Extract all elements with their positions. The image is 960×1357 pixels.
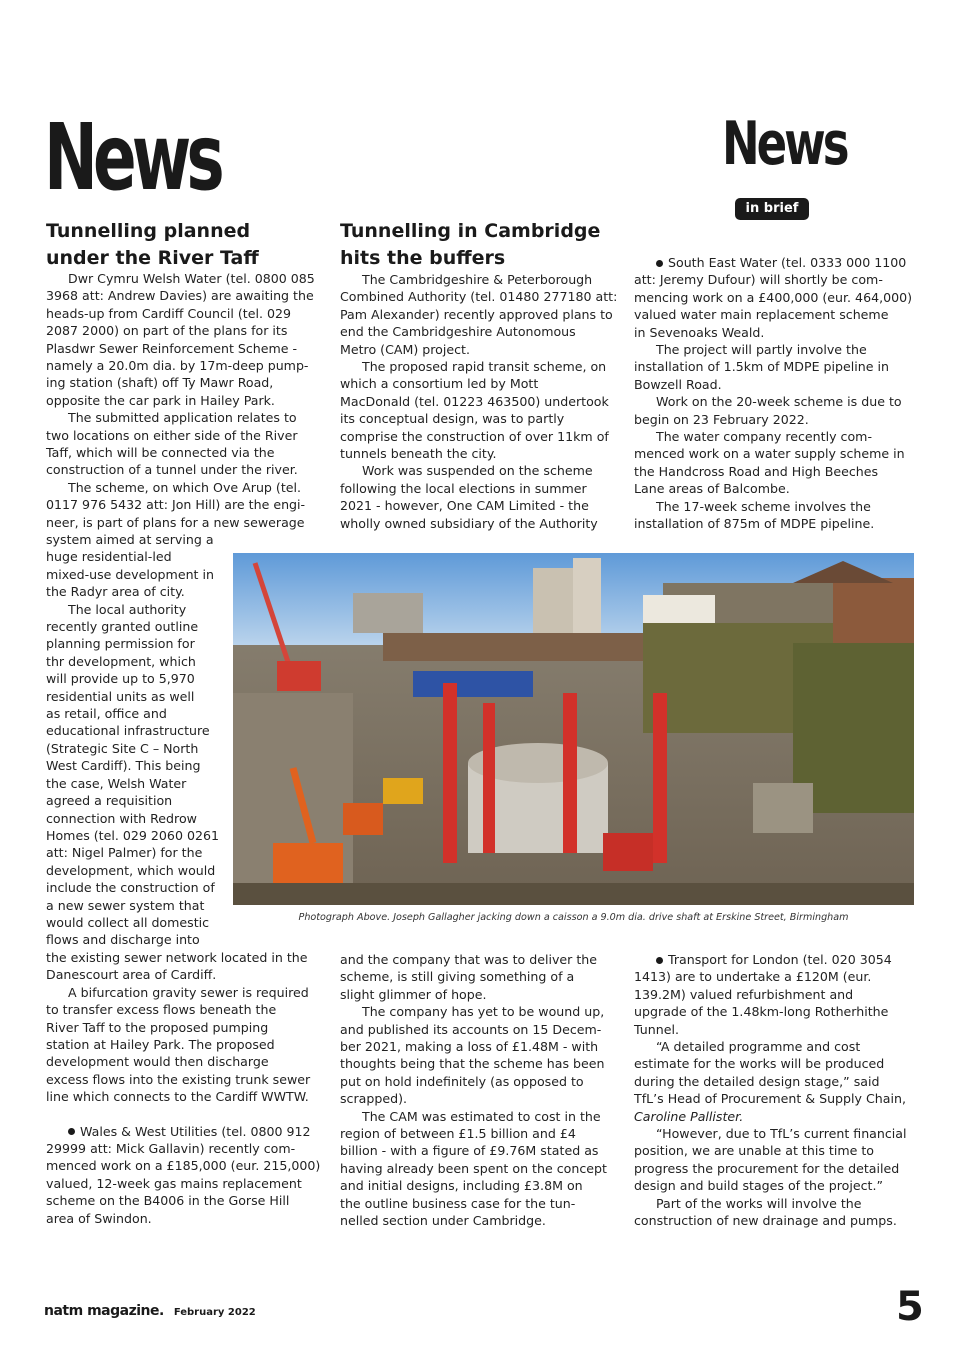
text-line: The water company recently com- [656,429,872,445]
article2-headline-line1: Tunnelling in Cambridge [340,220,601,242]
text-line: att: Jeremy Dufour) will shortly be com- [634,272,883,288]
text-line: Taff, which will be connected via the [46,445,275,461]
text-line: agreed a requisition [46,793,173,809]
text-line: West Cardiff). This being [46,758,201,774]
text-line: residential units as well [46,688,195,704]
text-line: att: Nigel Palmer) for the [46,845,203,861]
text-line: development would then discharge [46,1054,269,1070]
article2-headline [340,218,600,272]
article1-headline-line1: Tunnelling planned [46,220,251,242]
text-line: Danescourt area of Cardiff. [46,967,217,983]
text-line: The Cambridgeshire & Peterborough [362,272,593,287]
text-line: The CAM was estimated to cost in the [362,1108,601,1124]
construction-scene [233,553,914,905]
text-line: Dwr Cymru Welsh Water (tel. 0800 085 [68,271,315,286]
text-line: Tunnel. [634,1021,679,1037]
text-line: Caroline Pallister. [634,1108,744,1124]
text-line: The 17-week scheme involves the [656,498,871,514]
text-line: TfL’s Head of Procurement & Supply Chain, [634,1091,906,1107]
text-line: Wales & West Utilities (tel. 0800 912 [46,1123,328,1140]
text-line: the Handcross Road and High Beeches [634,463,879,479]
text-line: station at Hailey Park. The proposed [46,1037,275,1053]
text-line: Work was suspended on the scheme [362,463,593,479]
text-line: mixed-use development in [46,566,214,582]
text-line: nelled section under Cambridge. [340,1213,546,1229]
text-line: Lane areas of Balcombe. [634,481,790,497]
text-line: The scheme, on which Ove Arup (tel. [68,479,302,495]
text-line: 3968 att: Andrew Davies) are awaiting the [46,288,314,304]
text-line: The company has yet to be wound up, [362,1004,605,1020]
bullet-icon [656,957,663,964]
text-line: “However, due to TfL’s current financial [656,1126,907,1142]
text-line: educational infrastructure [46,723,210,739]
article2-headline-line2: hits the buffers [340,247,506,269]
text-line: will provide up to 5,970 [46,671,195,687]
bullet-icon [656,260,663,267]
text-line: Transport for London (tel. 020 3054 [634,951,916,968]
text-line: valued water main replacement scheme [634,307,889,323]
text-line: Combined Authority (tel. 01480 277180 att: [340,289,618,305]
footer [44,1300,256,1319]
article1-body-narrow [46,531,231,949]
page-number: 5 [896,1284,924,1330]
text-line: scrapped). [340,1091,408,1107]
article1-headline [46,218,259,272]
text-line: following the local elections in summer [340,480,587,496]
text-line: construction of a tunnel under the river. [46,462,298,478]
text-line: area of Swindon. [46,1210,152,1226]
text-line: 29999 att: Mick Gallavin) recently com- [46,1141,296,1157]
text-line: The submitted application relates to [68,410,297,426]
text-line: the case, Welsh Water [46,775,187,791]
text-line: Work on the 20-week scheme is due to [656,394,902,410]
text-line: thr development, which [46,653,196,669]
text-line: Homes (tel. 029 2060 0261 [46,827,220,843]
text-line: would collect all domestic [46,914,210,930]
text-line: excess flows into the existing trunk sewer [46,1071,311,1087]
text-line: namely a 20.0m dia. by 17m-deep pump- [46,358,309,374]
text-line: put on hold indefinitely (as opposed to [340,1073,584,1089]
article1-headline-line2: under the River Taff [46,247,259,269]
section-title: News [722,109,847,179]
text-line: and initial designs, including £3.8M on [340,1178,583,1194]
bullet-icon [68,1128,75,1135]
text-line: menced work on a £185,000 (eur. 215,000) [46,1158,321,1174]
text-line: include the construction of [46,880,215,896]
text-line: position, we are unable at this time to [634,1143,874,1159]
text-line: neer, is part of plans for a new sewerage [46,514,305,530]
text-line: billion - with a figure of £9.76M stated as [340,1143,599,1159]
text-line: tunnels beneath the city. [340,446,497,462]
article2-body-bottom [340,951,622,1230]
text-line: the existing sewer network located in the [46,950,308,965]
text-line: The project will partly involve the [656,342,867,358]
text-line: recently granted outline [46,619,199,635]
text-line: and the company that was to deliver the [340,952,598,967]
text-line: 2087 2000) on part of the plans for its [46,323,288,339]
issue-date: February 2022 [173,1307,256,1318]
article1-body-top [46,270,324,531]
text-line: ing station (shaft) off Ty Mawr Road, [46,375,274,391]
text-line: region of between £1.5 billion and £4 [340,1126,576,1142]
magazine-name: natm magazine. [44,1303,164,1319]
text-line: River Taff to the proposed pumping [46,1019,269,1035]
text-line: a new sewer system that [46,897,205,913]
column3-body-bottom [634,951,916,1230]
text-line: “A detailed programme and cost [656,1039,861,1055]
in-brief-badge: in brief [735,198,809,220]
text-line: construction of new drainage and pumps. [634,1213,897,1229]
text-line: 1413) are to undertake a £120M (eur. [634,969,872,985]
text-line: heads-up from Cardiff Council (tel. 029 [46,305,292,321]
text-line: scheme, is still giving something of a [340,969,575,985]
text-line: wholly owned subsidiary of the Authority [340,515,598,531]
text-line: development, which would [46,862,216,878]
text-line: huge residential-led [46,549,172,565]
photo-caption: Photograph Above. Joseph Gallagher jacking down a caisson a 9.0m dia. drive shaft at Erskine Street, Birmingham [298,912,849,923]
text-line: Plasdwr Sewer Reinforcement Scheme - [46,340,298,356]
text-line: the outline business case for the tun- [340,1195,576,1211]
text-line: 2021 - however, One CAM Limited - the [340,498,589,514]
text-line: Bowzell Road. [634,376,722,392]
text-line: progress the procurement for the detailed [634,1160,900,1176]
text-line: end the Cambridgeshire Autonomous [340,324,576,340]
text-line: Pam Alexander) recently approved plans to [340,306,613,322]
text-line: having already been spent on the concept [340,1160,607,1176]
column3-body-top [634,254,916,533]
text-line: estimate for the works will be produced [634,1056,885,1072]
text-line: upgrade of the 1.48km-long Rotherhithe [634,1004,889,1020]
article2-body-top [340,271,622,532]
text-line: the Radyr area of city. [46,584,185,600]
text-line: Part of the works will involve the [656,1195,862,1211]
text-line: The local authority [68,601,187,617]
text-line: connection with Redrow [46,810,197,826]
text-line: installation of 1.5km of MDPE pipeline in [634,359,889,375]
text-line: planning permission for [46,636,195,652]
text-line: 0117 976 5432 att: Jon Hill) are the engi- [46,497,306,513]
text-line: and published its accounts on 15 Decem- [340,1021,602,1037]
text-line: installation of 875m of MDPE pipeline. [634,516,875,532]
text-line: South East Water (tel. 0333 000 1100 [634,254,916,271]
text-line: menced work on a water supply scheme in [634,446,905,462]
text-line: system aimed at serving a [46,532,214,547]
masthead-title: News [44,104,220,211]
text-line: Metro (CAM) project. [340,341,470,357]
construction-photo [233,553,914,905]
text-line: flows and discharge into [46,932,200,948]
text-line: its conceptual design, was to partly [340,411,565,427]
text-line: (Strategic Site C – North [46,740,199,756]
text-line: slight glimmer of hope. [340,986,487,1002]
text-line: thoughts being that the scheme has been [340,1056,605,1072]
text-line: The proposed rapid transit scheme, on [362,359,607,375]
text-line: begin on 23 February 2022. [634,411,809,427]
article1-body-bottom [46,949,328,1227]
text-line: during the detailed design stage,” said [634,1073,880,1089]
text-line: line which connects to the Cardiff WWTW. [46,1089,309,1105]
text-line: design and build stages of the project.” [634,1178,884,1194]
text-line: ber 2021, making a loss of £1.48M - with [340,1039,599,1055]
text-line: to transfer excess flows beneath the [46,1002,277,1018]
text-line: opposite the car park in Hailey Park. [46,392,275,408]
text-line: two locations on either side of the River [46,427,298,443]
text-line: scheme on the B4006 in the Gorse Hill [46,1193,290,1209]
text-line: comprise the construction of over 11km of [340,428,609,444]
text-line: which a consortium led by Mott [340,376,539,392]
text-line: mencing work on a £400,000 (eur. 464,000) [634,289,913,305]
text-line: A bifurcation gravity sewer is required [68,984,309,1000]
text-line: 139.2M) valued refurbishment and [634,986,854,1002]
text-line: MacDonald (tel. 01223 463500) undertook [340,393,609,409]
text-line: valued, 12-week gas mains replacement [46,1175,302,1191]
text-line: as retail, office and [46,706,167,722]
text-line: in Sevenoaks Weald. [634,324,765,340]
